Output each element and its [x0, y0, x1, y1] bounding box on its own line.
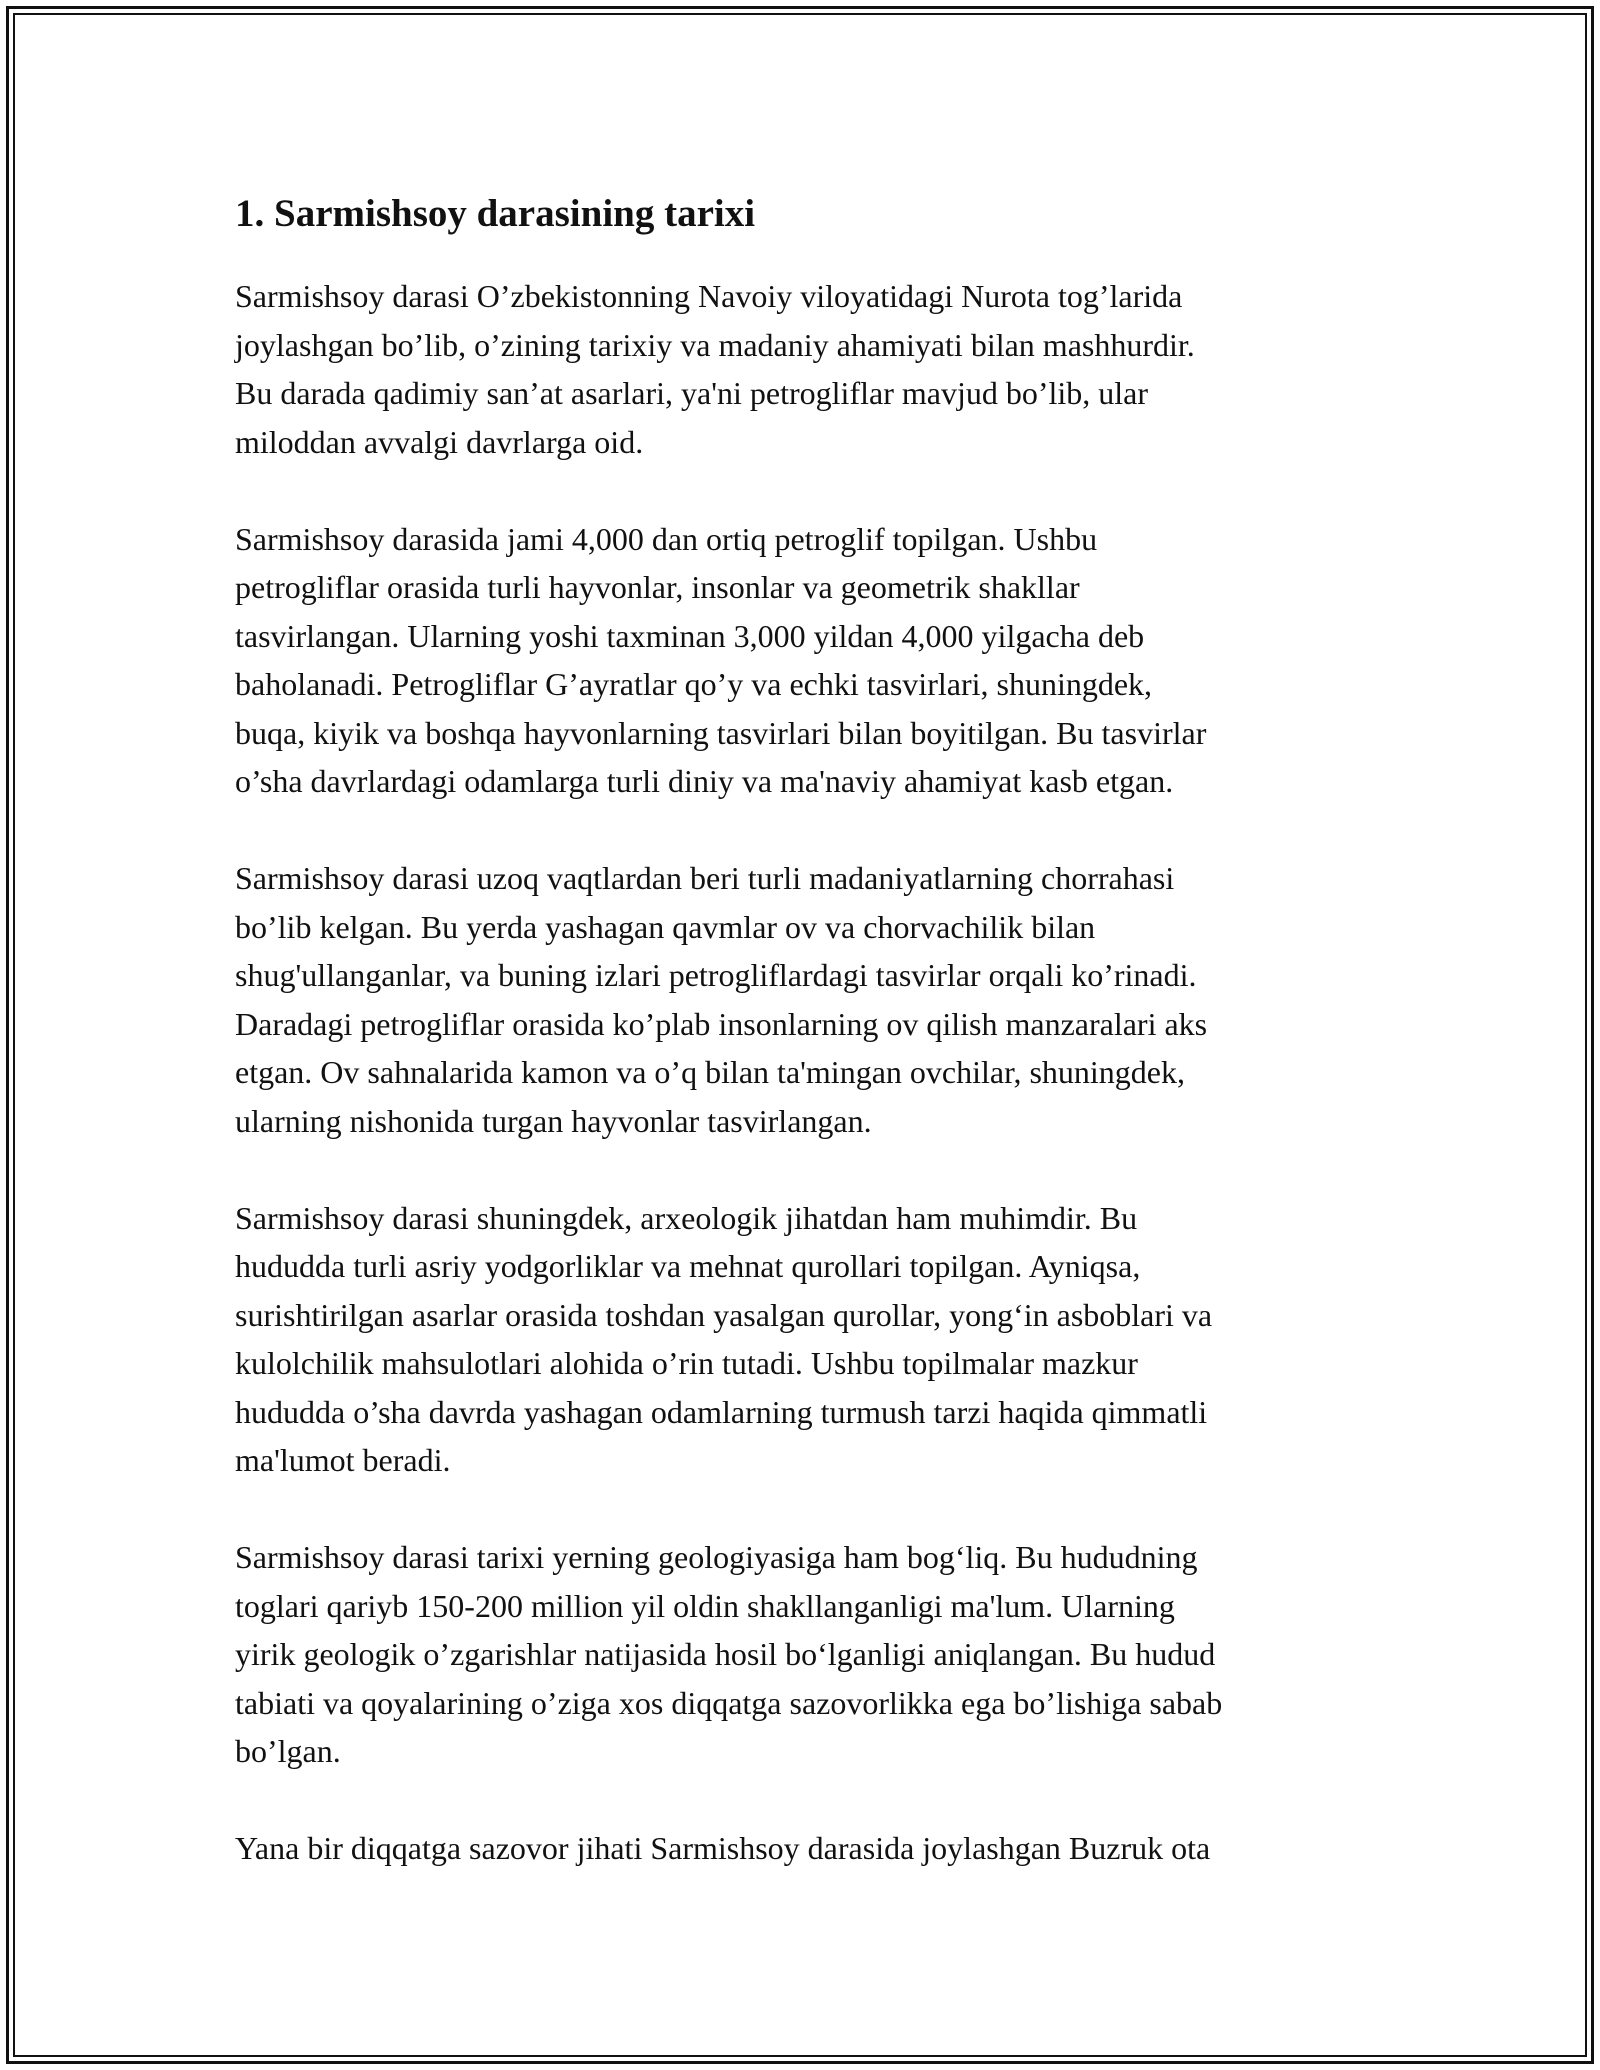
paragraph-1 — [235, 272, 1375, 466]
text-line: tabiati va qoyalarining o’ziga xos diqqatga sazovorlikka ega bo’lishiga sabab — [235, 1684, 1223, 1721]
text-line: hududda turli asriy yodgorliklar va mehnat qurollari topilgan. Ayniqsa, — [235, 1248, 1141, 1284]
text-line: ma'lumot beradi. — [235, 1442, 451, 1478]
text-line: miloddan avvalgi davrlarga oid. — [235, 423, 644, 460]
document-body — [235, 186, 1375, 1921]
text-line: Sarmishsoy darasi uzoq vaqtlardan beri turli madaniyatlarning chorrahasi — [235, 860, 1175, 896]
paragraph-2 — [235, 515, 1375, 806]
paragraph-5 — [235, 1533, 1375, 1776]
text-line: Sarmishsoy darasi O’zbekistonning Navoiy viloyatidagi Nurota tog’larida — [235, 278, 1183, 314]
text-line: Yana bir diqqatga sazovor jihati Sarmishsoy darasida joylashgan Buzruk ota — [235, 1830, 1211, 1866]
text-line: surishtirilgan asarlar orasida toshdan yasalgan qurollar, yong‘in asboblari va — [235, 1296, 1213, 1333]
paragraph-4 — [235, 1194, 1375, 1485]
paragraph-3 — [235, 854, 1375, 1145]
text-line: ularning nishonida turgan hayvonlar tasvirlangan. — [235, 1102, 872, 1139]
text-line: petrogliflar orasida turli hayvonlar, insonlar va geometrik shakllar — [235, 569, 1080, 605]
text-line: Sarmishsoy darasi shuningdek, arxeologik jihatdan ham muhimdir. Bu — [235, 1199, 1138, 1236]
text-line: bo’lib kelgan. Bu yerda yashagan qavmlar ov va chorvachilik bilan — [235, 908, 1096, 945]
text-line: Daradagi petrogliflar orasida ko’plab insonlarning ov qilish manzaralari aks — [235, 1005, 1208, 1042]
paragraph-container — [235, 272, 1375, 1873]
text-line: o’sha davrlardagi odamlarga turli diniy va ma'naviy ahamiyat kasb etgan. — [235, 763, 1174, 799]
text-line: yirik geologik o’zgarishlar natijasida hosil bo‘lganligi aniqlangan. Bu hudud — [235, 1636, 1216, 1672]
text-line: bo’lgan. — [235, 1733, 341, 1769]
text-line: Bu darada qadimiy san’at asarlari, ya'ni petrogliflar mavjud bo’lib, ular — [235, 375, 1149, 411]
paragraph-6 — [235, 1824, 1375, 1873]
text-line: etgan. Ov sahnalarida kamon va o’q bilan ta'mingan ovchilar, shuningdek, — [235, 1054, 1185, 1090]
text-line: tasvirlangan. Ularning yoshi taxminan 3,000 yildan 4,000 yilgacha deb — [235, 617, 1145, 654]
text-line: toglari qariyb 150-200 million yil oldin shakllanganligi ma'lum. Ularning — [235, 1587, 1175, 1624]
text-line: kulolchilik mahsulotlari alohida o’rin tutadi. Ushbu topilmalar mazkur — [235, 1345, 1138, 1381]
text-line: shug'ullanganlar, va buning izlari petrogliflardagi tasvirlar orqali ko’rinadi. — [235, 957, 1197, 993]
text-line: buqa, kiyik va boshqa hayvonlarning tasvirlari bilan boyitilgan. Bu tasvirlar — [235, 714, 1207, 751]
section-heading: 1. Sarmishsoy darasining tarixi — [235, 192, 756, 235]
text-line: Sarmishsoy darasida jami 4,000 dan ortiq petroglif topilgan. Ushbu — [235, 520, 1098, 557]
text-line: joylashgan bo’lib, o’zining tarixiy va madaniy ahamiyati bilan mashhurdir. — [235, 326, 1195, 363]
text-line: Sarmishsoy darasi tarixi yerning geologiyasiga ham bog‘liq. Bu hududning — [235, 1539, 1198, 1575]
text-line: baholanadi. Petrogliflar G’ayratlar qo’y va echki tasvirlari, shuningdek, — [235, 666, 1153, 702]
text-line: hududda o’sha davrda yashagan odamlarning turmush tarzi haqida qimmatli — [235, 1393, 1208, 1430]
